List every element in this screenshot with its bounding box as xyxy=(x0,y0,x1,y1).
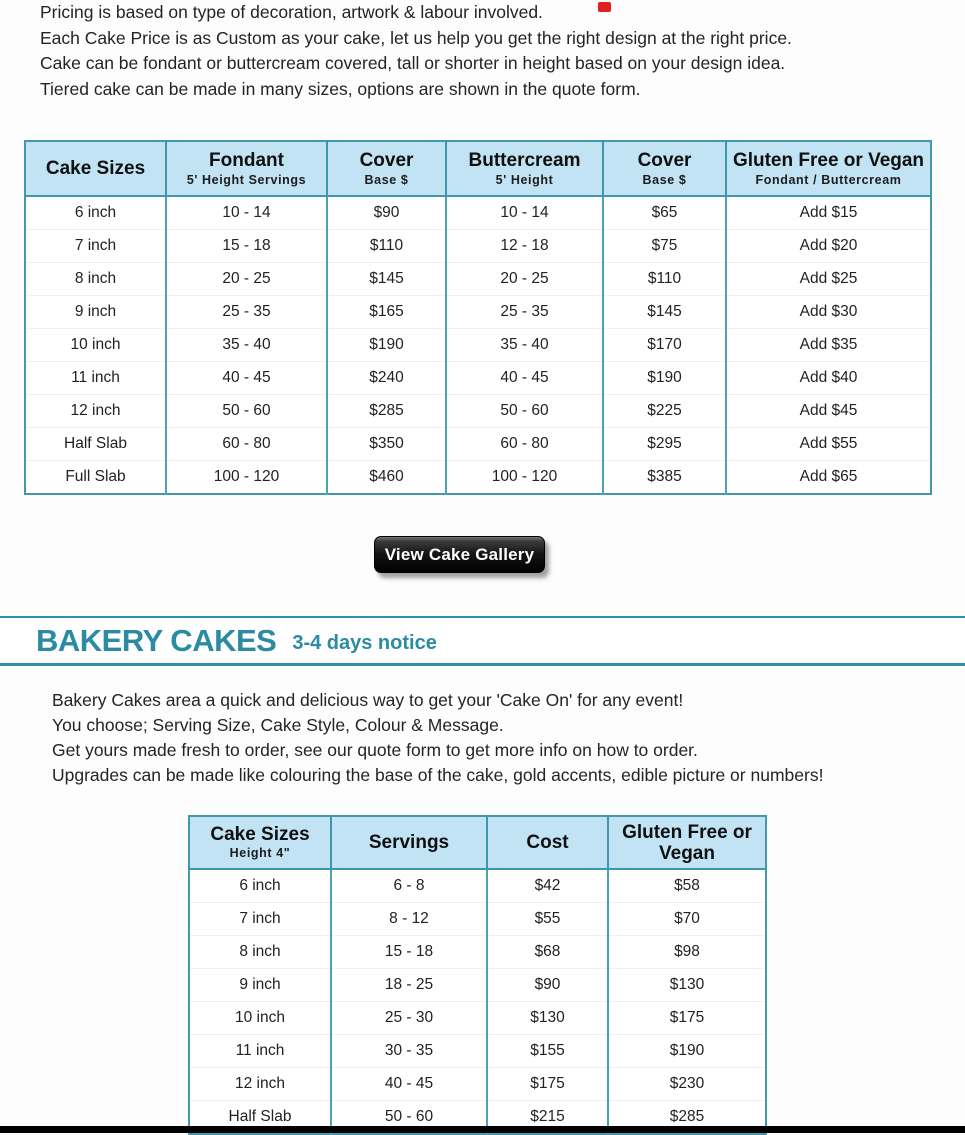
table-row xyxy=(25,196,931,230)
table-cell: 7 inch xyxy=(189,903,331,936)
table-cell: 35 - 40 xyxy=(166,329,327,362)
col-subtitle: Base $ xyxy=(364,172,409,187)
table-cell: 15 - 18 xyxy=(166,230,327,263)
table-cell: $165 xyxy=(327,296,446,329)
table-cell: $225 xyxy=(603,395,726,428)
col-title: Gluten Free or Vegan xyxy=(622,821,752,864)
col-header-cake-sizes xyxy=(189,816,331,869)
table-cell: $350 xyxy=(327,428,446,461)
table-cell: $285 xyxy=(327,395,446,428)
col-header-fondant xyxy=(166,141,327,196)
table-cell: Half Slab xyxy=(228,1108,292,1125)
table-cell: 35 - 40 xyxy=(446,329,603,362)
table-cell: $230 xyxy=(608,1068,766,1101)
col-subtitle: 5' Height xyxy=(495,172,554,187)
red-accent-mark-icon xyxy=(598,2,611,12)
table-cell: $460 xyxy=(327,461,446,495)
table-cell: Add $20 xyxy=(726,230,931,263)
col-header-servings xyxy=(331,816,487,869)
table-cell: 20 - 25 xyxy=(446,263,603,296)
intro-line: Tiered cake can be made in many sizes, options are shown in the quote form. xyxy=(40,78,641,99)
table-cell: $190 xyxy=(608,1035,766,1068)
col-title: Cover xyxy=(359,149,414,171)
table-cell: 9 inch xyxy=(189,969,331,1002)
table-cell: $42 xyxy=(487,869,608,903)
table-cell: 18 - 25 xyxy=(331,969,487,1002)
table-cell: 6 inch xyxy=(25,196,166,230)
table-cell: $170 xyxy=(603,329,726,362)
table-cell: 100 - 120 xyxy=(166,461,327,495)
intro-line: You choose; Serving Size, Cake Style, Colour & Message. xyxy=(52,715,504,735)
table-cell: $190 xyxy=(603,362,726,395)
table-cell: $130 xyxy=(608,969,766,1002)
intro-line: Bakery Cakes area a quick and delicious way to get your 'Cake On' for any event! xyxy=(52,690,684,710)
table-cell: $110 xyxy=(327,230,446,263)
table-row xyxy=(189,903,766,936)
table-cell: $145 xyxy=(327,263,446,296)
table-cell: Half Slab xyxy=(25,428,166,461)
table-cell: 7 inch xyxy=(25,230,166,263)
table-row xyxy=(189,869,766,903)
table-cell: Add $65 xyxy=(726,461,931,495)
table-cell: 10 - 14 xyxy=(446,196,603,230)
bakery-cake-pricing-table xyxy=(188,815,767,1135)
table-cell: $145 xyxy=(603,296,726,329)
col-header-buttercream-cover xyxy=(603,141,726,196)
table-cell: $65 xyxy=(603,196,726,230)
custom-cake-pricing-table xyxy=(24,140,932,495)
table-cell: 60 - 80 xyxy=(166,428,327,461)
table-cell: 25 - 35 xyxy=(166,296,327,329)
section-divider-bar xyxy=(0,1126,965,1133)
col-title: Servings xyxy=(368,832,450,853)
table-cell: $215 xyxy=(487,1101,608,1135)
table-cell: 30 - 35 xyxy=(331,1035,487,1068)
table-cell: 10 inch xyxy=(189,1002,331,1035)
col-title: Cake Sizes xyxy=(45,157,146,179)
table-row xyxy=(25,461,931,495)
table-cell: $90 xyxy=(487,969,608,1002)
table-row xyxy=(25,362,931,395)
table-row xyxy=(25,263,931,296)
table-row xyxy=(25,230,931,263)
table-cell: $75 xyxy=(603,230,726,263)
table-cell: 6 - 8 xyxy=(331,869,487,903)
col-title: Cost xyxy=(526,832,569,853)
table-cell: $58 xyxy=(608,869,766,903)
table-cell: $155 xyxy=(487,1035,608,1068)
col-header-fondant-cover xyxy=(327,141,446,196)
col-title: Cover xyxy=(637,149,692,171)
table-cell: 60 - 80 xyxy=(446,428,603,461)
col-title: Fondant xyxy=(209,149,284,171)
view-cake-gallery-button[interactable]: View Cake Gallery xyxy=(374,536,545,573)
pricing-intro-paragraph xyxy=(40,0,792,102)
table-cell: 8 inch xyxy=(189,936,331,969)
table-cell: Full Slab xyxy=(65,468,126,485)
table-cell: 15 - 18 xyxy=(331,936,487,969)
table-cell: 8 inch xyxy=(25,263,166,296)
table-cell: 50 - 60 xyxy=(446,395,603,428)
table-cell: 12 inch xyxy=(25,395,166,428)
table-cell: 9 inch xyxy=(25,296,166,329)
table-row xyxy=(189,936,766,969)
col-title: Cake Sizes xyxy=(210,824,310,845)
table-cell: Add $35 xyxy=(726,329,931,362)
table-cell: 25 - 30 xyxy=(331,1002,487,1035)
table-cell: 25 - 35 xyxy=(446,296,603,329)
table-row xyxy=(189,1068,766,1101)
col-header-gluten-free-vegan xyxy=(608,816,766,869)
table-cell: 50 - 60 xyxy=(331,1101,487,1135)
table-cell: Add $40 xyxy=(726,362,931,395)
table-cell: 10 inch xyxy=(25,329,166,362)
bakery-intro-paragraph xyxy=(52,688,823,788)
table-cell: $175 xyxy=(487,1068,608,1101)
col-header-cake-sizes xyxy=(25,141,166,196)
table-cell: $110 xyxy=(603,263,726,296)
table-row xyxy=(25,395,931,428)
table-row xyxy=(25,329,931,362)
table-cell: $98 xyxy=(608,936,766,969)
col-subtitle: Base $ xyxy=(642,172,687,187)
table-cell: 50 - 60 xyxy=(166,395,327,428)
table-cell: 20 - 25 xyxy=(166,263,327,296)
table-cell: $130 xyxy=(487,1002,608,1035)
intro-line: Cake can be fondant or buttercream covered, tall or shorter in height based on your design idea. xyxy=(40,53,786,73)
table-cell: 11 inch xyxy=(189,1035,331,1068)
table-cell: 8 - 12 xyxy=(331,903,487,936)
table-cell: 11 inch xyxy=(25,362,166,395)
intro-line: Pricing is based on type of decoration, artwork & labour involved. xyxy=(40,2,543,22)
table-cell: 40 - 45 xyxy=(446,362,603,395)
table-cell: $240 xyxy=(327,362,446,395)
section-title: BAKERY CAKES xyxy=(36,623,277,658)
table-cell: 12 - 18 xyxy=(446,230,603,263)
col-subtitle: Height 4" xyxy=(229,846,291,860)
table-cell: $190 xyxy=(327,329,446,362)
table-cell: $68 xyxy=(487,936,608,969)
table-cell: $295 xyxy=(603,428,726,461)
col-header-cost xyxy=(487,816,608,869)
bakery-cakes-section-header xyxy=(0,616,965,666)
table-row xyxy=(25,296,931,329)
table-cell: Add $45 xyxy=(726,395,931,428)
table-cell: 12 inch xyxy=(189,1068,331,1101)
table-cell: $55 xyxy=(487,903,608,936)
section-notice: 3-4 days notice xyxy=(292,632,437,654)
table-cell: Add $30 xyxy=(726,296,931,329)
table-row xyxy=(189,969,766,1002)
table-cell: $175 xyxy=(608,1002,766,1035)
table-cell: $70 xyxy=(608,903,766,936)
table-header-row xyxy=(25,141,931,196)
col-header-buttercream xyxy=(446,141,603,196)
table-cell: Add $15 xyxy=(726,196,931,230)
table-cell: $385 xyxy=(603,461,726,495)
col-title: Buttercream xyxy=(468,149,581,171)
table-cell: 6 inch xyxy=(189,869,331,903)
table-row xyxy=(189,1035,766,1068)
table-cell: Add $25 xyxy=(726,263,931,296)
intro-line: Get yours made fresh to order, see our quote form to get more info on how to order. xyxy=(52,740,698,760)
col-title: Gluten Free or Vegan xyxy=(732,149,925,171)
table-cell: 10 - 14 xyxy=(166,196,327,230)
col-subtitle: Fondant / Buttercream xyxy=(755,172,902,187)
table-header-row xyxy=(189,816,766,869)
intro-line: Upgrades can be made like colouring the base of the cake, gold accents, edible picture or numbers! xyxy=(52,765,824,785)
table-row xyxy=(189,1002,766,1035)
table-cell: $90 xyxy=(327,196,446,230)
col-subtitle: 5' Height Servings xyxy=(186,172,307,187)
table-row xyxy=(25,428,931,461)
table-cell: $285 xyxy=(608,1101,766,1135)
table-cell: 100 - 120 xyxy=(446,461,603,495)
table-cell: 40 - 45 xyxy=(166,362,327,395)
table-cell: Add $55 xyxy=(726,428,931,461)
col-header-gluten-free-vegan xyxy=(726,141,931,196)
table-cell: 40 - 45 xyxy=(331,1068,487,1101)
intro-line: Each Cake Price is as Custom as your cake, let us help you get the right design at the right price. xyxy=(40,27,792,48)
